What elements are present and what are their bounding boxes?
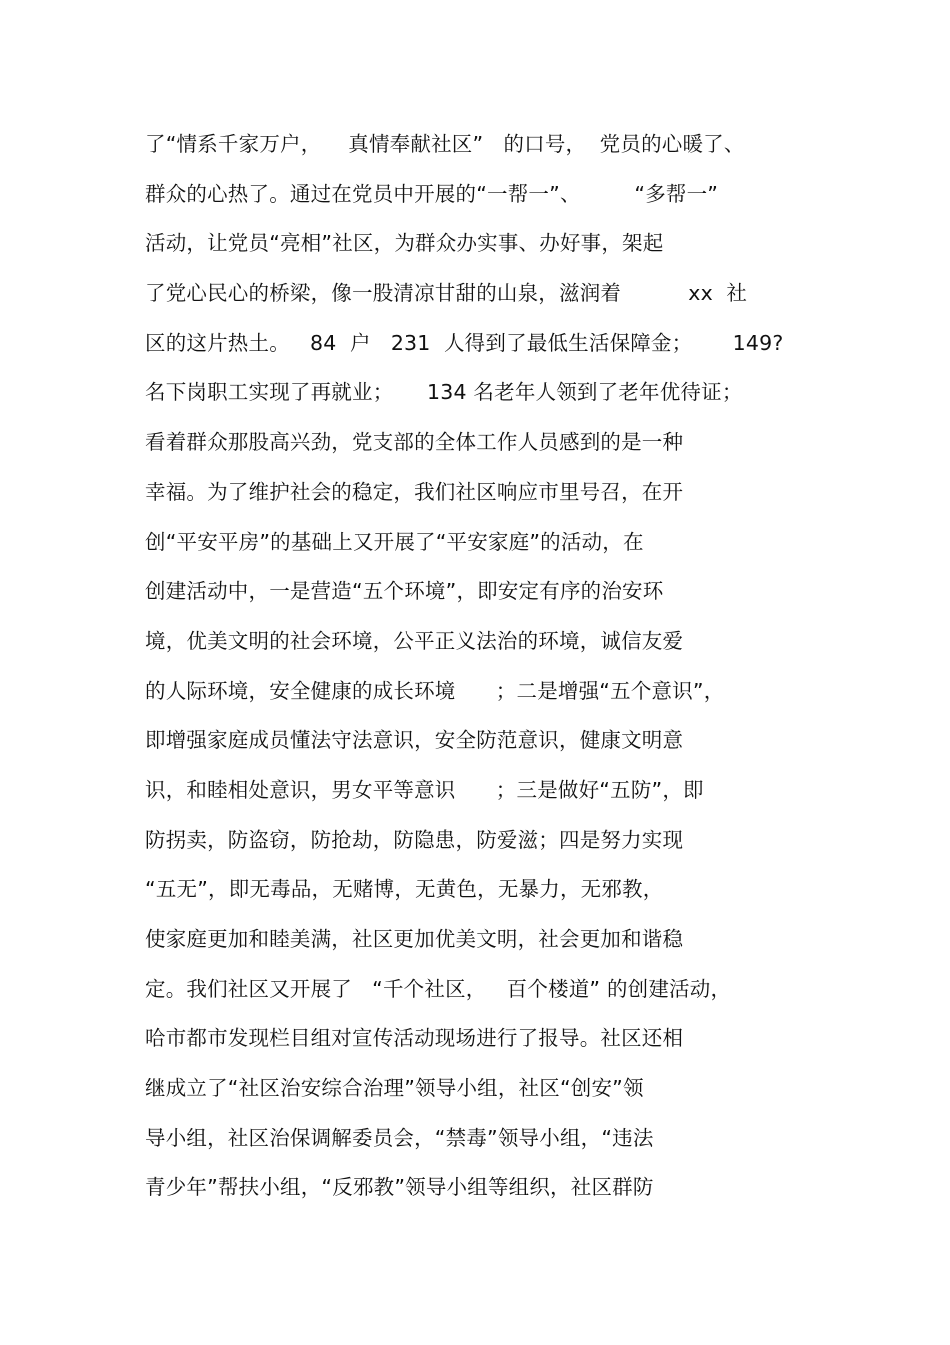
text-line: 的人际环境，安全健康的成长环境 ；二是增强“五个意识”， <box>145 678 725 703</box>
text-line: 了“情系千家万户， 真情奉献社区” 的口号， 党员的心暖了、 <box>145 132 745 156</box>
text-line: 名下岗职工实现了再就业； 134 名老年人领到了老年优待证； <box>145 380 743 405</box>
text-line: 继成立了“社区治安综合治理”领导小组，社区“创安”领 <box>145 1076 644 1101</box>
text-line: “五无”，即无毒品，无赌博，无黄色，无暴力，无邪教， <box>145 877 664 902</box>
text-line: 使家庭更加和睦美满，社区更加优美文明，社会更加和谐稳 <box>145 927 684 951</box>
text-line: 看着群众那股高兴劲，党支部的全体工作人员感到的是一种 <box>145 430 684 455</box>
text-line: 境，优美文明的社会环境，公平正义法治的环境，诚信友爱 <box>145 628 684 653</box>
text-line: 了党心民心的桥梁，像一股清凉甘甜的山泉，滋润着 xx 社 <box>145 281 748 306</box>
text-line: 群众的心热了。通过在党员中开展的“一帮一”、 “多帮一” <box>145 181 719 206</box>
text-line: 即增强家庭成员懂法守法意识，安全防范意识，健康文明意 <box>145 728 684 753</box>
text-line: 创建活动中，一是营造“五个环境”，即安定有序的治安环 <box>145 579 664 604</box>
body-text <box>145 120 825 1213</box>
text-line: 防拐卖，防盗窃，防抢劫，防隐患，防爱滋；四是努力实现 <box>145 827 684 852</box>
text-line: 哈市都市发现栏目组对宣传活动现场进行了报导。社区还相 <box>145 1026 684 1051</box>
text-line: 活动，让党员“亮相”社区，为群众办实事、办好事，架起 <box>145 231 664 256</box>
text-line: 创“平安平房”的基础上又开展了“平安家庭”的活动，在 <box>145 529 644 554</box>
text-line: 青少年”帮扶小组，“反邪教”领导小组等组织，社区群防 <box>145 1175 654 1200</box>
text-line: 识，和睦相处意识，男女平等意识 ；三是做好“五防”，即 <box>145 777 704 802</box>
text-line: 导小组，社区治保调解委员会，“禁毒”领导小组，“违法 <box>145 1125 654 1150</box>
text-line: 幸福。为了维护社会的稳定，我们社区响应市里号召，在开 <box>145 479 684 504</box>
text-line: 区的这片热土。 84 户 231 人得到了最低生活保障金； 149? <box>145 330 784 355</box>
text-line: 定。我们社区又开展了 “千个社区， 百个楼道” 的创建活动， <box>145 976 732 1001</box>
